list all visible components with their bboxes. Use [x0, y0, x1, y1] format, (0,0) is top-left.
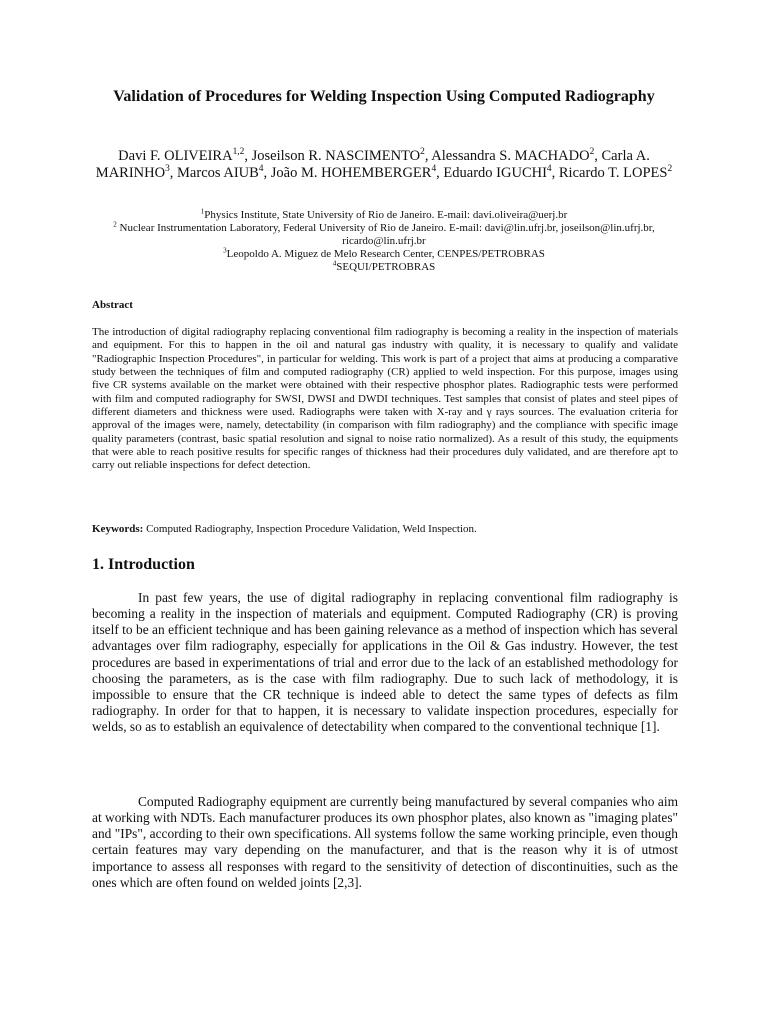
author-separator: ,: [436, 165, 444, 181]
affiliation-item: [100, 209, 668, 222]
body-paragraph: Computed Radiography equipment are currently being manufactured by several companies who aim at working with NDTs. Each manufacturer produces its own phosphor plates, also known as "imaging plates" and "IPs", according to their own specifications. All systems follow the same working principle, even though certain features may vary depending on the manufacturer, and that is the reason why it is of utmost importance to assess all responses with regard to the sensitivity of detection of discontinuities, such as the ones which are often found on welded joints [2,3].: [92, 794, 678, 890]
author-separator: ,: [169, 165, 178, 181]
author-name: Eduardo IGUCHI: [443, 165, 547, 181]
affiliation-marker: 3: [223, 246, 227, 255]
author-name: João M. HOHEMBERGER: [270, 165, 432, 181]
author-separator: ,: [551, 165, 559, 181]
affiliation-text: Physics Institute, State University of Rio de Janeiro. E-mail: davi.oliveira@uerj.br: [204, 209, 568, 221]
author-affiliation-marker: 3: [165, 164, 170, 175]
keywords-line: [92, 523, 678, 536]
affiliation-marker: 2: [113, 220, 117, 229]
author-affiliation-marker: 2: [589, 147, 595, 158]
affiliation-item: [100, 248, 668, 261]
author-name: Ricardo T. LOPES: [558, 165, 668, 181]
section-heading-introduction: 1. Introduction: [92, 556, 195, 573]
author-name: Joseilson R. NASCIMENTO: [251, 148, 421, 164]
keywords-label: Keywords:: [92, 523, 144, 535]
abstract-text: The introduction of digital radiography replacing conventional film radiography is becoming a reality in the inspection of materials and equipment. For this to happen in the oil and natural gas industry with quality, it is necessary to qualify and validate "Radiographic Inspection Procedures", in particular for welding. This work is part of a project that aims at producing a comparative study between the techniques of film and computed radiography (CR) applied to weld inspection. For this purpose, images using five CR systems available on the market were obtained with their respective phosphor plates. Radiographic tests were performed with film and computed radiography for SWSI, DWSI and DWDI techniques. Test samples that consist of plates and steel pipes of different diameters and thickness were used. Radiographs were taken with X-ray and γ rays sources. The evaluation criteria for approval of the images were, namely, detectability (in comparison with film radiography) and the compliance with specific image quality parameters (contrast, basic spatial resolution and signal to noise ratio normalized). As a result of this study, the equipments that were able to reach positive results for specific ranges of thickness had their procedures duly validated, and are therefore apt to carry out reliable inspections for defect detection.: [92, 326, 678, 472]
author-separator: ,: [263, 165, 271, 181]
author-affiliation-marker: 2: [667, 164, 673, 175]
author-affiliation-marker: 1,2: [232, 147, 245, 158]
affiliation-marker: 4: [332, 259, 337, 268]
affiliation-list: [100, 209, 668, 274]
affiliation-text: Leopoldo A. Miguez de Melo Research Center, CENPES/PETROBRAS: [226, 248, 545, 260]
author-separator: ,: [594, 148, 602, 164]
author-list: [92, 148, 676, 182]
keywords-text: Computed Radiography, Inspection Procedure Validation, Weld Inspection.: [143, 523, 477, 535]
abstract-heading: Abstract: [92, 299, 133, 311]
affiliation-item: [100, 261, 668, 274]
author-affiliation-marker: 4: [258, 164, 264, 175]
author-name: Carla A. MARINHO: [95, 148, 650, 181]
author-affiliation-marker: 4: [431, 164, 437, 175]
author-separator: ,: [244, 148, 252, 164]
author-affiliation-marker: 4: [546, 164, 552, 175]
affiliation-text: SEQUI/PETROBRAS: [336, 261, 436, 273]
affiliation-text: Nuclear Instrumentation Laboratory, Federal University of Rio de Janeiro. E-mail: davi@lin.ufrj.br, joseilson@lin.ufrj.br, ricardo@lin.ufrj.br: [116, 222, 655, 247]
author-name: Alessandra S. MACHADO: [431, 148, 590, 164]
paper-title: Validation of Procedures for Welding Inspection Using Computed Radiography: [113, 88, 655, 105]
author-separator: ,: [424, 148, 432, 164]
affiliation-item: [100, 222, 668, 248]
author-name: Davi F. OLIVEIRA: [118, 148, 233, 164]
affiliation-marker: 1: [200, 207, 205, 216]
author-name: Marcos AIUB: [177, 165, 259, 181]
author-affiliation-marker: 2: [420, 147, 425, 158]
body-paragraph: In past few years, the use of digital radiography in replacing conventional film radiography is becoming a reality in the inspection of materials and equipment. Computed Radiography (CR) is proving itself to be an efficient technique and has been gaining relevance as a method of inspection which has several advantages over film radiography, especially for applications in the Oil & Gas industry. However, the test procedures are based in experimentations of trial and error due to the lack of an established methodology for choosing the parameters, as is the case with film radiography. Due to such lack of methodology, it is impossible to ensure that the CR technique is indeed able to detect the same types of defects as film radiography. In order for that to happen, it is necessary to validate inspection procedures, especially for welds, so as to establish an equivalence of detectability when compared to the conventional technique [1].: [92, 590, 678, 735]
